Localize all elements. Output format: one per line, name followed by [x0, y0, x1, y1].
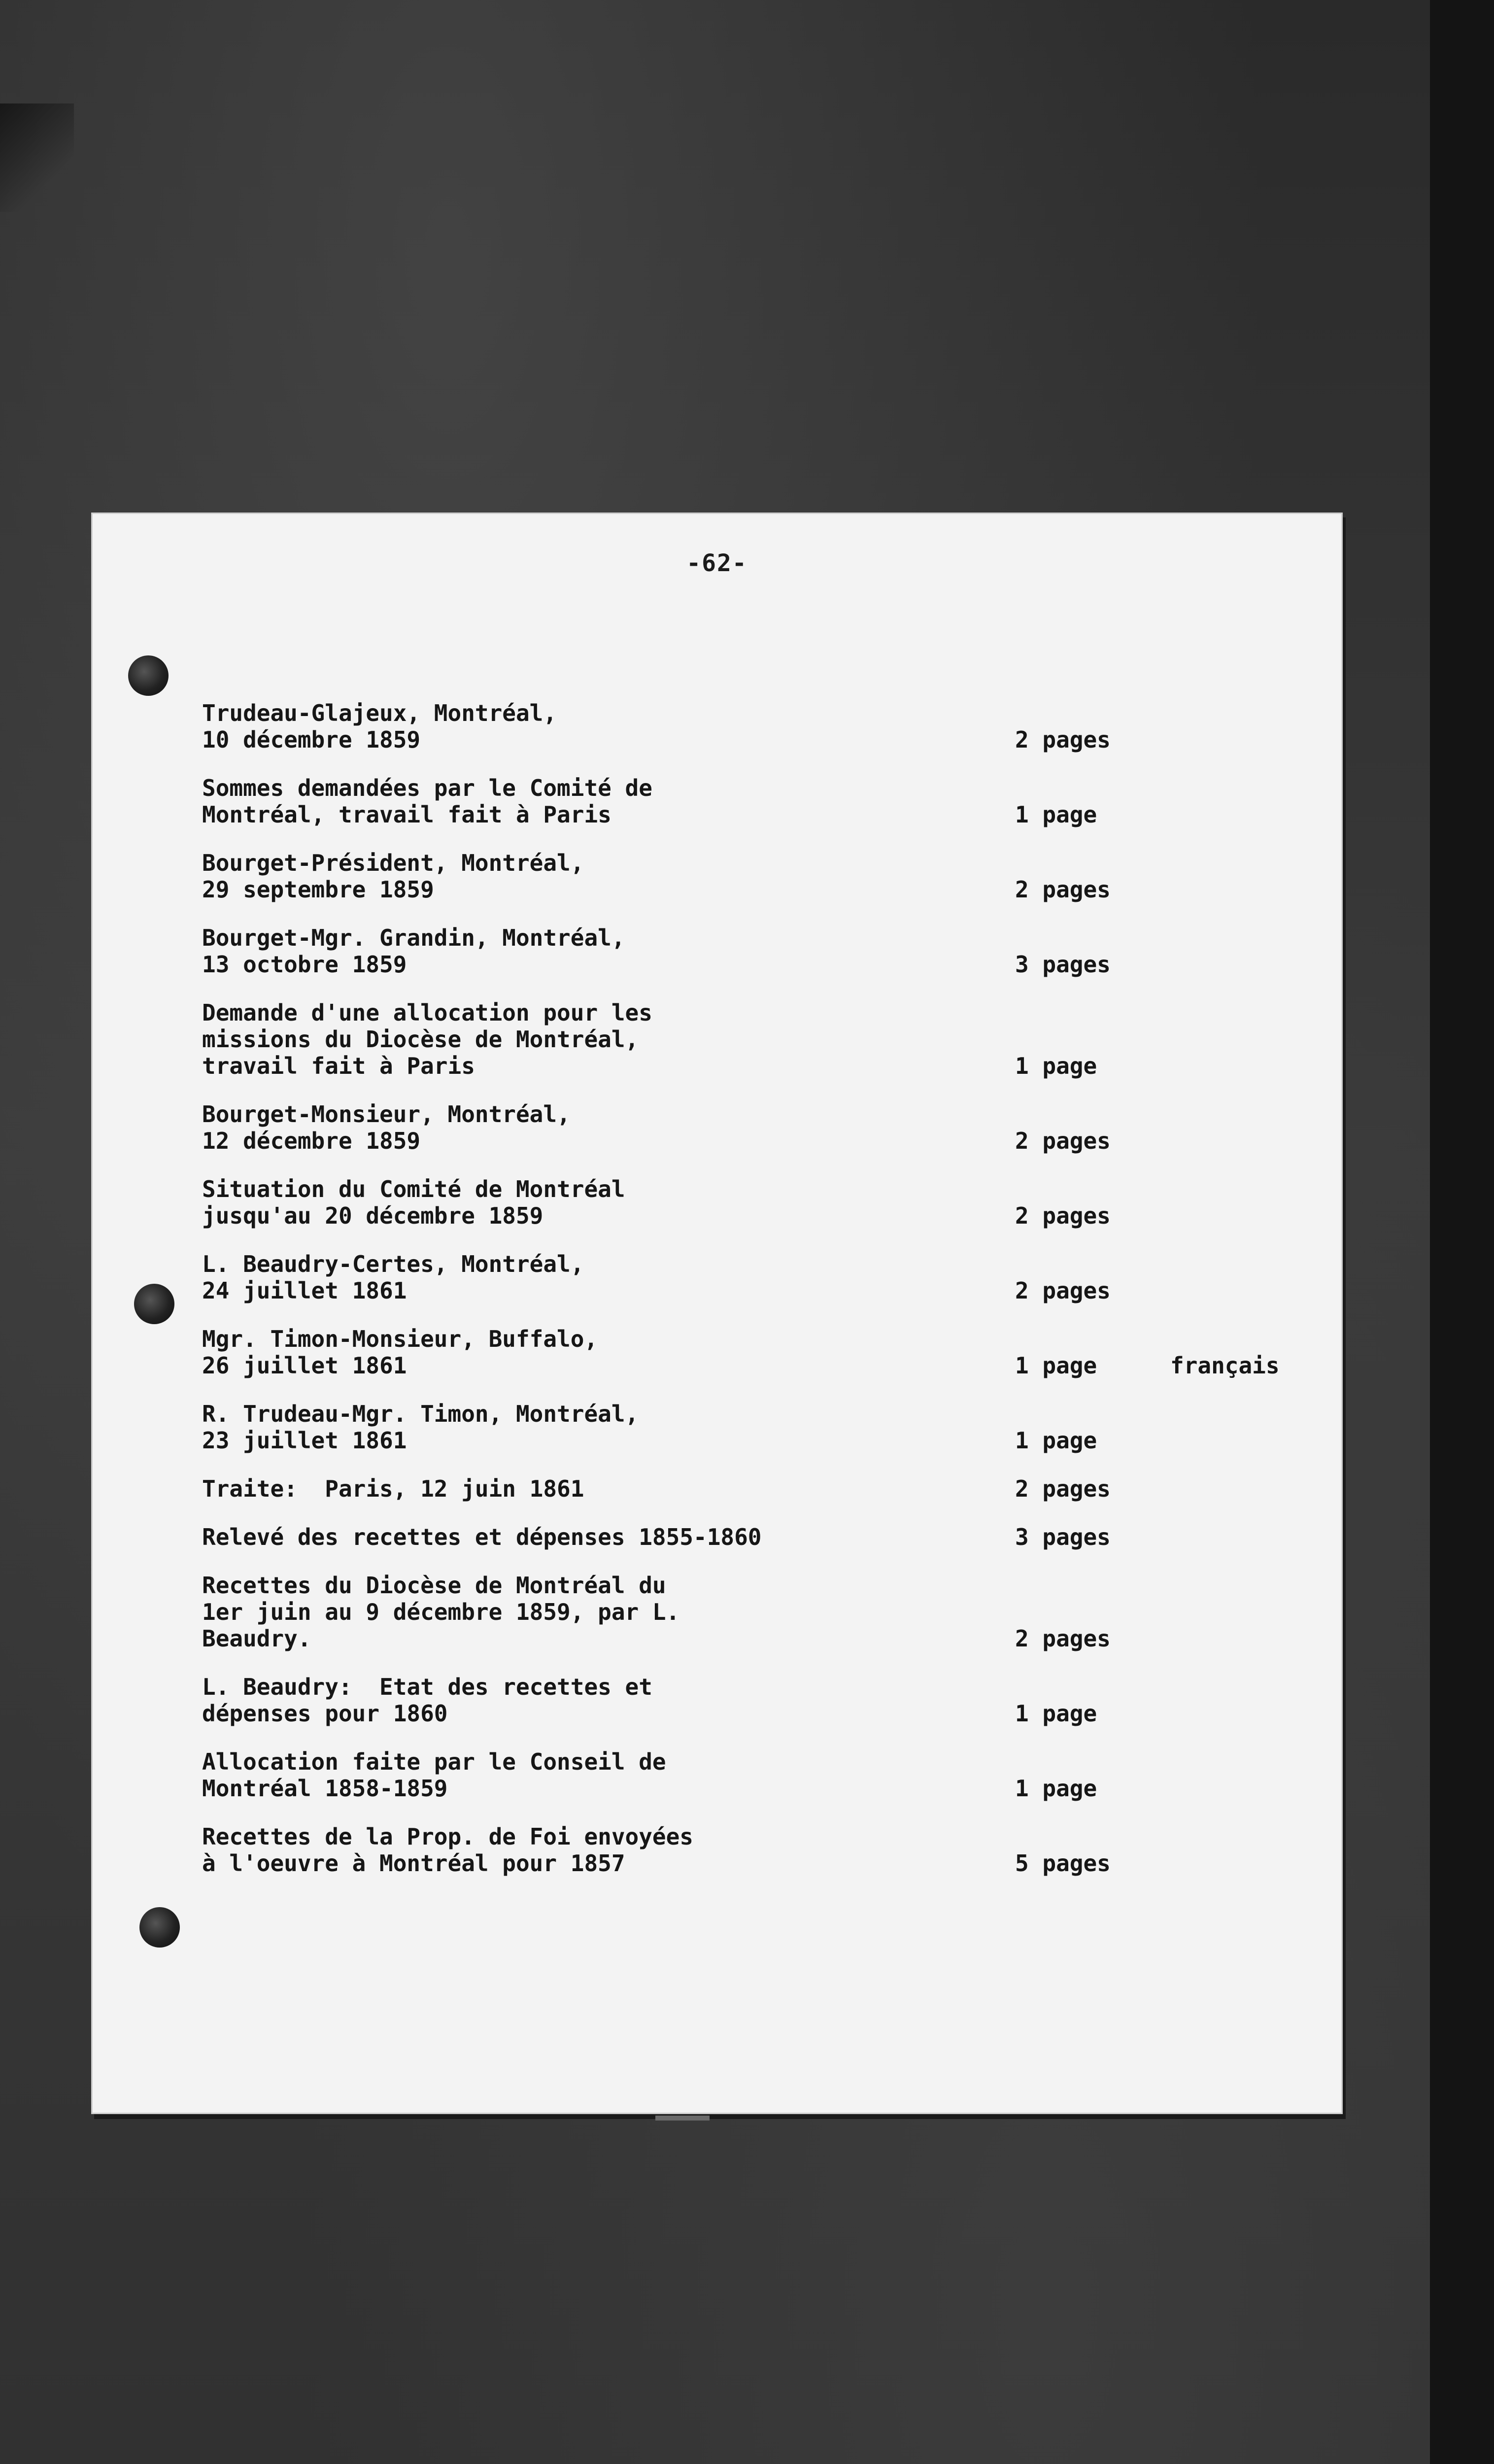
entry-title-line: 13 octobre 1859 — [202, 951, 407, 978]
entry-title-line: Allocation faite par le Conseil de — [202, 1748, 666, 1775]
entry-page-count: 5 pages — [1015, 1850, 1111, 1877]
entry-title-line: Mgr. Timon-Monsieur, Buffalo, — [202, 1326, 598, 1352]
document-entry — [202, 999, 1311, 1079]
entry-language-note: français — [1170, 1352, 1280, 1379]
document-entry — [202, 1674, 1311, 1727]
document-entry — [202, 1524, 1311, 1550]
entry-page-count: 1 page — [1015, 1053, 1097, 1079]
entry-title-line: 23 juillet 1861 — [202, 1427, 407, 1454]
entry-title-line: travail fait à Paris — [202, 1053, 475, 1079]
binder-hole-middle — [134, 1284, 174, 1324]
binder-hole-bottom — [139, 1907, 180, 1948]
entry-title-line: L. Beaudry-Certes, Montréal, — [202, 1251, 584, 1277]
document-entry — [202, 1251, 1311, 1304]
entry-title-line: 29 septembre 1859 — [202, 876, 434, 903]
entry-title-line: missions du Diocèse de Montréal, — [202, 1026, 639, 1053]
document-entry — [202, 1823, 1311, 1877]
entry-page-count: 2 pages — [1015, 1277, 1111, 1304]
document-entry — [202, 1572, 1311, 1652]
entry-title-line: Demande d'une allocation pour les — [202, 999, 652, 1026]
document-entry — [202, 1176, 1311, 1229]
scan-corner-shadow — [0, 103, 74, 212]
document-entry — [202, 775, 1311, 828]
document-entry — [202, 1475, 1311, 1502]
document-entry — [202, 700, 1311, 753]
document-entry — [202, 1748, 1311, 1802]
entry-title-line: Traite: Paris, 12 juin 1861 — [202, 1475, 584, 1502]
entry-page-count: 1 page — [1015, 1700, 1097, 1727]
document-entry — [202, 1101, 1311, 1154]
entry-title-line: L. Beaudry: Etat des recettes et — [202, 1674, 652, 1700]
entry-page-count: 1 page — [1015, 1427, 1097, 1454]
document-entry — [202, 850, 1311, 903]
entry-title-line: Relevé des recettes et dépenses 1855-1860 — [202, 1524, 762, 1550]
page-number: -62- — [686, 549, 747, 577]
entry-title-line: Recettes de la Prop. de Foi envoyées — [202, 1823, 693, 1850]
entry-page-count: 3 pages — [1015, 1524, 1111, 1550]
entry-title-line: à l'oeuvre à Montréal pour 1857 — [202, 1850, 625, 1877]
entry-title-line: R. Trudeau-Mgr. Timon, Montréal, — [202, 1401, 639, 1427]
entry-title-line: Bourget-Mgr. Grandin, Montréal, — [202, 924, 625, 951]
document-entry — [202, 1401, 1311, 1454]
entry-title-line: 10 décembre 1859 — [202, 726, 421, 753]
entry-title-line: 12 décembre 1859 — [202, 1128, 421, 1154]
document-entries-list — [202, 700, 1311, 1898]
entry-title-line: Sommes demandées par le Comité de — [202, 775, 652, 801]
entry-page-count: 2 pages — [1015, 1128, 1111, 1154]
entry-page-count: 1 page — [1015, 1775, 1097, 1802]
scanner-dark-edge — [1430, 0, 1494, 2464]
entry-title-line: Beaudry. — [202, 1625, 311, 1652]
binder-hole-top — [128, 655, 169, 696]
entry-page-count: 2 pages — [1015, 1475, 1111, 1502]
entry-title-line: 24 juillet 1861 — [202, 1277, 407, 1304]
entry-title-line: Bourget-Président, Montréal, — [202, 850, 584, 876]
entry-title-line: Montréal, travail fait à Paris — [202, 801, 611, 828]
entry-page-count: 2 pages — [1015, 726, 1111, 753]
entry-title-line: Trudeau-Glajeux, Montréal, — [202, 700, 557, 726]
entry-page-count: 2 pages — [1015, 1625, 1111, 1652]
entry-page-count: 2 pages — [1015, 876, 1111, 903]
entry-title-line: dépenses pour 1860 — [202, 1700, 448, 1727]
page-edge-mark — [655, 2116, 710, 2121]
entry-title-line: 1er juin au 9 décembre 1859, par L. — [202, 1599, 680, 1625]
entry-title-line: 26 juillet 1861 — [202, 1352, 407, 1379]
document-entry — [202, 924, 1311, 978]
entry-title-line: Recettes du Diocèse de Montréal du — [202, 1572, 666, 1599]
entry-page-count: 2 pages — [1015, 1202, 1111, 1229]
entry-title-line: Situation du Comité de Montréal — [202, 1176, 625, 1202]
entry-page-count: 3 pages — [1015, 951, 1111, 978]
entry-title-line: jusqu'au 20 décembre 1859 — [202, 1202, 543, 1229]
document-entry — [202, 1326, 1311, 1379]
entry-page-count: 1 page — [1015, 801, 1097, 828]
entry-title-line: Bourget-Monsieur, Montréal, — [202, 1101, 571, 1128]
document-page — [91, 513, 1343, 2114]
entry-title-line: Montréal 1858-1859 — [202, 1775, 448, 1802]
entry-page-count: 1 page — [1015, 1352, 1097, 1379]
